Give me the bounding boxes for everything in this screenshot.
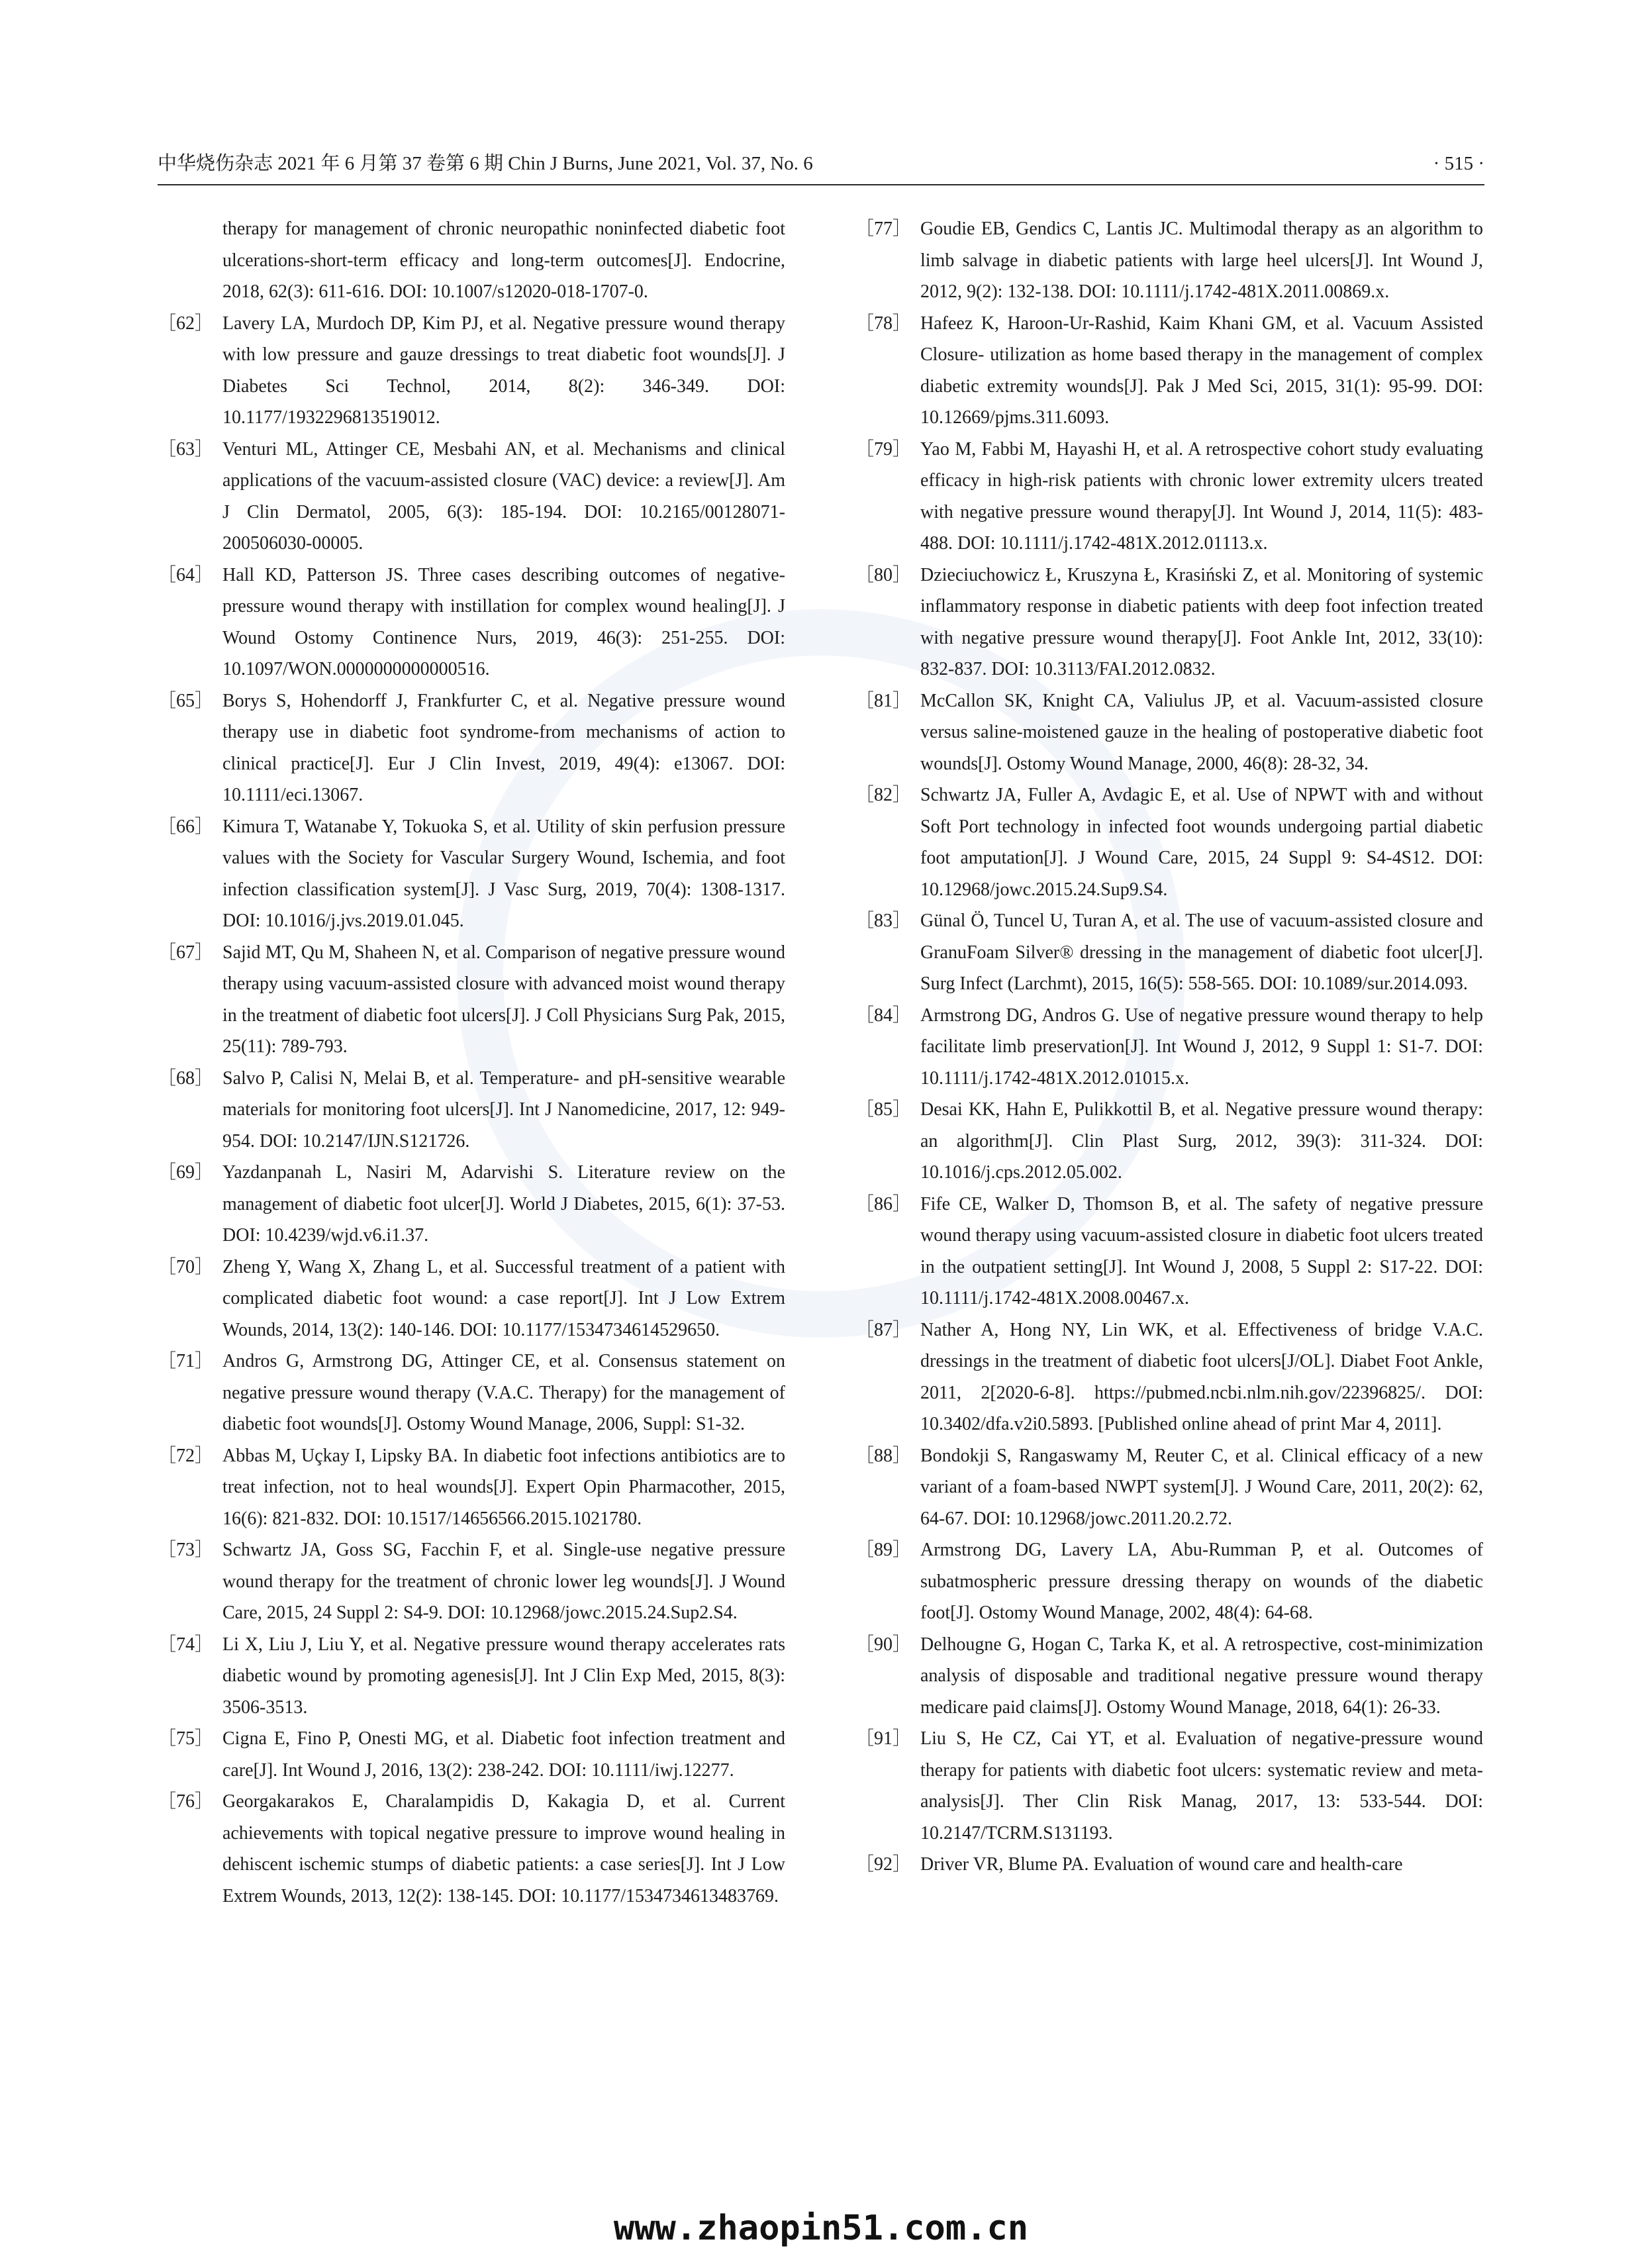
reference-text: Yao M, Fabbi M, Hayashi H, et al. A retrospective cohort study evaluating efficacy in high-risk patients with chronic lower extremity ulcers treated with negative pressure wound therapy[J]. Int Wound J, 2014, 11(5): 483-488. DOI: 10.1111/j.1742-481X.2012.01113.x.: [920, 438, 1483, 554]
reference-text: Desai KK, Hahn E, Pulikkottil B, et al. Negative pressure wound therapy: an algorithm[J]. Clin Plast Surg, 2012, 39(3): 311-324. DOI: 10.1016/j.cps.2012.05.002.: [920, 1099, 1483, 1183]
reference-number: ［66］: [158, 816, 214, 837]
reference-number: ［89］: [855, 1540, 912, 1560]
reference-item: [855, 1189, 1483, 1314]
reference-number: ［81］: [855, 690, 912, 711]
reference-text: Venturi ML, Attinger CE, Mesbahi AN, et al. Mechanisms and clinical applications of the vacuum-assisted closure (VAC) device: a review[J]. Am J Clin Dermatol, 2005, 6(3): 185-194. DOI: 10.2165/00128071-200506030-00005.: [222, 438, 785, 554]
reference-text: McCallon SK, Knight CA, Valiulus JP, et al. Vacuum-assisted closure versus saline-moistened gauze in the healing of postoperative diabetic foot wounds[J]. Ostomy Wound Manage, 2000, 46(8): 28-32, 34.: [920, 690, 1483, 774]
reference-number: ［65］: [158, 690, 214, 711]
left-column: [158, 213, 785, 1912]
reference-number: ［77］: [855, 219, 912, 239]
reference-text: Hall KD, Patterson JS. Three cases describing outcomes of negative-pressure wound therapy with instillation for complex wound healing[J]. J Wound Ostomy Continence Nurs, 2019, 46(3): 251-255. DOI: 10.1097/WON.0000000000000516.: [222, 564, 785, 679]
reference-item: [158, 1786, 785, 1912]
reference-text: Driver VR, Blume PA. Evaluation of wound care and health-care: [920, 1854, 1403, 1875]
reference-text: Dzieciuchowicz Ł, Kruszyna Ł, Krasiński Z, et al. Monitoring of systemic inflammatory response in diabetic patients with deep foot infection treated with negative pressure wound therapy[J]. Foot Ankle Int, 2012, 33(10): 832-837. DOI: 10.3113/FAI.2012.0832.: [920, 564, 1483, 679]
reference-text: Armstrong DG, Lavery LA, Abu-Rumman P, et al. Outcomes of subatmospheric pressure dressing therapy on wounds of the diabetic foot[J]. Ostomy Wound Manage, 2002, 48(4): 64-68.: [920, 1540, 1483, 1623]
reference-item: [158, 1063, 785, 1158]
reference-number: ［88］: [855, 1445, 912, 1466]
reference-item: [158, 1157, 785, 1252]
reference-text: Kimura T, Watanabe Y, Tokuoka S, et al. Utility of skin perfusion pressure values with the Society for Vascular Surgery Wound, Ischemia, and foot infection classification system[J]. J Vasc Surg, 2019, 70(4): 1308-1317. DOI: 10.1016/j.jvs.2019.01.045.: [222, 816, 785, 931]
reference-item: [158, 1440, 785, 1535]
reference-item: [855, 1094, 1483, 1189]
reference-text: Yazdanpanah L, Nasiri M, Adarvishi S. Literature review on the management of diabetic foot ulcer[J]. World J Diabetes, 2015, 6(1): 37-53. DOI: 10.4239/wjd.v6.i1.37.: [222, 1162, 785, 1246]
reference-item: [158, 1252, 785, 1346]
reference-item: [158, 937, 785, 1063]
reference-item: [855, 685, 1483, 780]
reference-item: [158, 434, 785, 560]
reference-text: Schwartz JA, Fuller A, Avdagic E, et al. Use of NPWT with and without Soft Port technology in infected foot wounds undergoing partial diabetic foot amputation[J]. J Wound Care, 2015, 24 Suppl 9: S4-4S12. DOI: 10.12968/jowc.2015.24.Sup9.S4.: [920, 785, 1483, 900]
reference-text: Salvo P, Calisi N, Melai B, et al. Temperature- and pH-sensitive wearable materials for monitoring foot ulcers[J]. Int J Nanomedicine, 2017, 12: 949-954. DOI: 10.2147/IJN.S121726.: [222, 1067, 785, 1152]
reference-number: ［75］: [158, 1728, 214, 1749]
reference-item: [855, 1849, 1483, 1881]
reference-number: ［84］: [855, 1005, 912, 1026]
reference-number: ［91］: [855, 1728, 912, 1749]
reference-number: ［85］: [855, 1099, 912, 1120]
reference-text: Günal Ö, Tuncel U, Turan A, et al. The use of vacuum-assisted closure and GranuFoam Silver® dressing in the management of diabetic foot ulcer[J]. Surg Infect (Larchmt), 2015, 16(5): 558-565. DOI: 10.1089/sur.2014.093.: [920, 911, 1483, 994]
reference-item: [855, 1723, 1483, 1849]
reference-text: Sajid MT, Qu M, Shaheen N, et al. Comparison of negative pressure wound therapy using vacuum-assisted closure with advanced moist wound therapy in the treatment of diabetic foot ulcers[J]. J Coll Physicians Surg Pak, 2015, 25(11): 789-793.: [222, 942, 785, 1057]
reference-item: [158, 685, 785, 811]
reference-item: [158, 1629, 785, 1724]
reference-number: ［78］: [855, 313, 912, 334]
reference-item: [855, 1440, 1483, 1535]
reference-number: ［72］: [158, 1445, 214, 1466]
reference-item: [855, 1314, 1483, 1440]
reference-number: ［62］: [158, 313, 214, 334]
reference-item: [158, 560, 785, 685]
reference-item: [158, 1534, 785, 1629]
reference-text: Nather A, Hong NY, Lin WK, et al. Effectiveness of bridge V.A.C. dressings in the treatment of diabetic foot ulcers[J/OL]. Diabet Foot Ankle, 2011, 2[2020-6-8]. https://pubmed.ncbi.nlm.nih.gov/22396825/. DOI: 10.3402/dfa.v2i0.5893. [Published online ahead of print Mar 4, 2011].: [920, 1319, 1483, 1434]
reference-item: [855, 779, 1483, 905]
reference-number: ［68］: [158, 1067, 214, 1089]
reference-item: [158, 308, 785, 434]
reference-number: ［90］: [855, 1634, 912, 1655]
reference-item: [158, 811, 785, 937]
reference-number: ［86］: [855, 1193, 912, 1214]
reference-item: [855, 1629, 1483, 1724]
reference-item: [158, 1723, 785, 1786]
header-rule: [158, 184, 1484, 185]
reference-text: Delhougne G, Hogan C, Tarka K, et al. A retrospective, cost-minimization analysis of disposable and traditional negative pressure wound therapy medicare paid claims[J]. Ostomy Wound Manage, 2018, 64(1): 26-33.: [920, 1634, 1483, 1718]
reference-number: ［71］: [158, 1351, 214, 1371]
running-header: [158, 147, 1484, 180]
reference-text: Georgakarakos E, Charalampidis D, Kakagia D, et al. Current achievements with topical negative pressure to improve wound healing in dehiscent ischemic stumps of diabetic patients: a case series[J]. Int J Low Extrem Wounds, 2013, 12(2): 138-145. DOI: 10.1177/1534734613483769.: [222, 1791, 785, 1906]
reference-text: Lavery LA, Murdoch DP, Kim PJ, et al. Negative pressure wound therapy with low pressure and gauze dressings to treat diabetic foot wounds[J]. J Diabetes Sci Technol, 2014, 8(2): 346-349. DOI: 10.1177/1932296813519012.: [222, 313, 785, 428]
reference-text: Abbas M, Uçkay I, Lipsky BA. In diabetic foot infections antibiotics are to treat infection, not to heal wounds[J]. Expert Opin Pharmacother, 2015, 16(6): 821-832. DOI: 10.1517/14656566.2015.1021780.: [222, 1445, 785, 1529]
reference-item: [855, 1534, 1483, 1629]
reference-text: Andros G, Armstrong DG, Attinger CE, et al. Consensus statement on negative pressure wound therapy (V.A.C. Therapy) for the management of diabetic foot wounds[J]. Ostomy Wound Manage, 2006, Suppl: S1-32.: [222, 1351, 785, 1434]
reference-text: Zheng Y, Wang X, Zhang L, et al. Successful treatment of a patient with complicated diabetic foot wound: a case report[J]. Int J Low Extrem Wounds, 2014, 13(2): 140-146. DOI: 10.1177/1534734614529650.: [222, 1256, 785, 1340]
reference-text: Fife CE, Walker D, Thomson B, et al. The safety of negative pressure wound therapy using vacuum-assisted closure in diabetic foot ulcers treated in the outpatient setting[J]. Int Wound J, 2008, 5 Suppl 2: S17-22. DOI: 10.1111/j.1742-481X.2008.00467.x.: [920, 1193, 1483, 1308]
reference-number: ［80］: [855, 564, 912, 585]
reference-continuation: therapy for management of chronic neuropathic noninfected diabetic foot ulcerations-short-term efficacy and long-term outcomes[J]. Endocrine, 2018, 62(3): 611-616. DOI: 10.1007/s12020-018-1707-0.: [222, 219, 785, 302]
reference-number: ［76］: [158, 1791, 214, 1812]
reference-text: Schwartz JA, Goss SG, Facchin F, et al. Single-use negative pressure wound therapy for the treatment of chronic lower leg wounds[J]. J Wound Care, 2015, 24 Suppl 2: S4-9. DOI: 10.12968/jowc.2015.24.Sup2.S4.: [222, 1540, 785, 1623]
reference-text: Goudie EB, Gendics C, Lantis JC. Multimodal therapy as an algorithm to limb salvage in diabetic patients with large heel ulcers[J]. Int Wound J, 2012, 9(2): 132-138. DOI: 10.1111/j.1742-481X.2011.00869.x.: [920, 219, 1483, 302]
reference-number: ［69］: [158, 1162, 214, 1183]
reference-text: Liu S, He CZ, Cai YT, et al. Evaluation of negative-pressure wound therapy for patients with diabetic foot ulcers: systematic review and meta-analysis[J]. Ther Clin Risk Manag, 2017, 13: 533-544. DOI: 10.2147/TCRM.S131193.: [920, 1728, 1483, 1844]
reference-item: [855, 560, 1483, 685]
reference-number: ［64］: [158, 564, 214, 585]
page-number: · 515 ·: [1433, 153, 1484, 174]
reference-item: [855, 1000, 1483, 1095]
journal-citation: 中华烧伤杂志 2021 年 6 月第 37 卷第 6 期 Chin J Burns, June 2021, Vol. 37, No. 6: [158, 153, 813, 174]
reference-number: ［70］: [158, 1256, 214, 1277]
reference-item: [855, 308, 1483, 434]
reference-number: ［79］: [855, 438, 912, 460]
reference-item: [855, 434, 1483, 560]
reference-text: Bondokji S, Rangaswamy M, Reuter C, et al. Clinical efficacy of a new variant of a foam-based NWPT system[J]. J Wound Care, 2011, 20(2): 62, 64-67. DOI: 10.12968/jowc.2011.20.2.72.: [920, 1445, 1483, 1529]
reference-number: ［92］: [855, 1854, 912, 1875]
reference-number: ［87］: [855, 1319, 912, 1340]
reference-number: ［67］: [158, 942, 214, 963]
reference-number: ［63］: [158, 438, 214, 460]
reference-number: ［73］: [158, 1540, 214, 1560]
reference-text: Li X, Liu J, Liu Y, et al. Negative pressure wound therapy accelerates rats diabetic wound by promoting agenesis[J]. Int J Clin Exp Med, 2015, 8(3): 3506-3513.: [222, 1634, 785, 1718]
reference-text: Cigna E, Fino P, Onesti MG, et al. Diabetic foot infection treatment and care[J]. Int Wound J, 2016, 13(2): 238-242. DOI: 10.1111/iwj.12277.: [222, 1728, 785, 1781]
reference-text: Armstrong DG, Andros G. Use of negative pressure wound therapy to help facilitate limb preservation[J]. Int Wound J, 2012, 9 Suppl 1: S1-7. DOI: 10.1111/j.1742-481X.2012.01015.x.: [920, 1005, 1483, 1089]
reference-text: Borys S, Hohendorff J, Frankfurter C, et al. Negative pressure wound therapy use in diabetic foot syndrome-from mechanisms of action to clinical practice[J]. Eur J Clin Invest, 2019, 49(4): e13067. DOI: 10.1111/eci.13067.: [222, 690, 785, 805]
reference-text: Hafeez K, Haroon-Ur-Rashid, Kaim Khani GM, et al. Vacuum Assisted Closure- utilization as home based therapy in the management of complex diabetic extremity wounds[J]. Pak J Med Sci, 2015, 31(1): 95-99. DOI: 10.12669/pjms.311.6093.: [920, 313, 1483, 428]
reference-item: [855, 905, 1483, 1000]
reference-item: [855, 213, 1483, 308]
footer-url[interactable]: www.zhaopin51.com.cn: [613, 2208, 1029, 2248]
right-column: [855, 213, 1483, 1881]
reference-number: ［82］: [855, 785, 912, 805]
reference-number: ［83］: [855, 911, 912, 931]
reference-item: [158, 1346, 785, 1440]
reference-number: ［74］: [158, 1634, 214, 1655]
